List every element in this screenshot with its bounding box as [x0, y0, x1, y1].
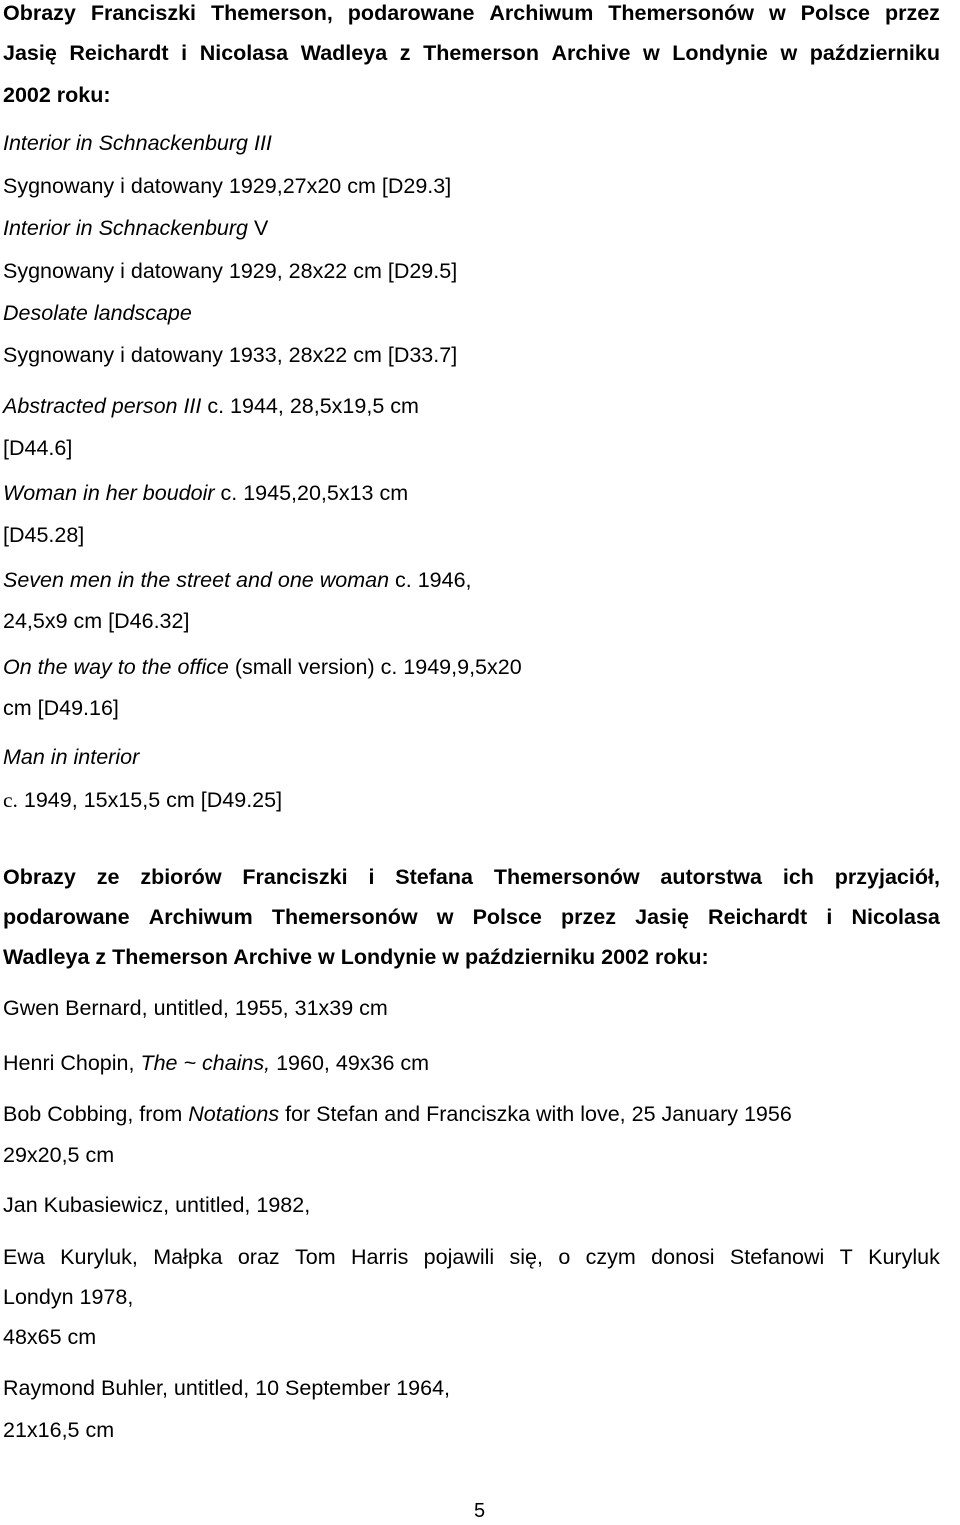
- item-title: On the way to the office: [3, 655, 229, 679]
- section2-heading-line-2: podarowane Archiwum Themersonów w Polsce przez Jasię Reichardt i Nicolasa: [3, 905, 940, 929]
- section2-heading-line-1: Obrazy ze zbiorów Franciszki i Stefana Themersonów autorstwa ich przyjaciół,: [3, 865, 940, 889]
- item-title: Desolate landscape: [3, 301, 192, 325]
- item-details: c. 1944, 28,5x19,5 cm: [201, 394, 419, 418]
- item-details-line-2: [D44.6]: [3, 436, 73, 460]
- item-details: Sygnowany i datowany 1933, 28x22 cm [D33.7]: [3, 343, 458, 367]
- item-details-line-2: cm [D49.16]: [3, 696, 119, 720]
- item-details: (small version) c. 1949,9,5x20: [228, 655, 522, 679]
- item-details: Sygnowany i datowany 1929, 28x22 cm [D29.5]: [3, 259, 458, 283]
- item-title: Man in interior: [3, 745, 140, 769]
- section1-heading-line-3: 2002 roku:: [3, 83, 111, 107]
- entry-buhler-size: 21x16,5 cm: [3, 1418, 115, 1442]
- item-title-line: [3, 215, 268, 241]
- item-title-suffix: V: [248, 216, 269, 240]
- entry-kuryluk-place: Londyn 1978,: [3, 1285, 134, 1309]
- item-details: Sygnowany i datowany 1929,27x20 cm [D29.3]: [3, 174, 452, 198]
- section2-heading-line-3: Wadleya z Themerson Archive w Londynie w październiku 2002 roku:: [3, 945, 709, 969]
- item-title: Woman in her boudoir: [3, 481, 215, 505]
- item-title-line: [3, 393, 419, 419]
- item-title: Seven men in the street and one woman: [3, 568, 390, 592]
- item-title: Interior in Schnackenburg III: [3, 131, 272, 155]
- item-details: c. 1945,20,5x13 cm: [214, 481, 409, 505]
- entry-kuryluk-size: 48x65 cm: [3, 1325, 97, 1349]
- entry-kubasiewicz: Jan Kubasiewicz, untitled, 1982,: [3, 1193, 311, 1217]
- item-details-line: [3, 787, 282, 813]
- entry-buhler: Raymond Buhler, untitled, 10 September 1964,: [3, 1376, 451, 1400]
- entry-kuryluk: Ewa Kuryluk, Małpka oraz Tom Harris pojawili się, o czym donosi Stefanowi T Kuryluk: [3, 1245, 940, 1269]
- entry-bernard: Gwen Bernard, untitled, 1955, 31x39 cm: [3, 996, 388, 1020]
- item-details-line-2: [D45.28]: [3, 523, 85, 547]
- entry-chopin: Henri Chopin, The ~ chains, 1960, 49x36 cm: [3, 1051, 430, 1075]
- item-title-line: [3, 654, 522, 680]
- page-number: 5: [474, 1500, 486, 1522]
- item-title-line: [3, 567, 472, 593]
- item-title: Abstracted person III: [3, 394, 202, 418]
- entry-cobbing: Bob Cobbing, from Notations for Stefan and Franciszka with love, 25 January 1956: [3, 1102, 792, 1126]
- item-details-prefix: c.: [3, 788, 18, 812]
- item-details-line-2: 24,5x9 cm [D46.32]: [3, 609, 190, 633]
- entry-cobbing-size: 29x20,5 cm: [3, 1143, 115, 1167]
- item-title-line: [3, 480, 408, 506]
- item-title: Interior in Schnackenburg: [3, 216, 249, 240]
- section1-heading-line-2: Jasię Reichardt i Nicolasa Wadleya z Themerson Archive w Londynie w październiku: [3, 41, 940, 65]
- item-details: 1949, 15x15,5 cm [D49.25]: [17, 788, 283, 812]
- section1-heading-line-1: Obrazy Franciszki Themerson, podarowane Archiwum Themersonów w Polsce przez: [3, 1, 940, 25]
- item-details: c. 1946,: [389, 568, 472, 592]
